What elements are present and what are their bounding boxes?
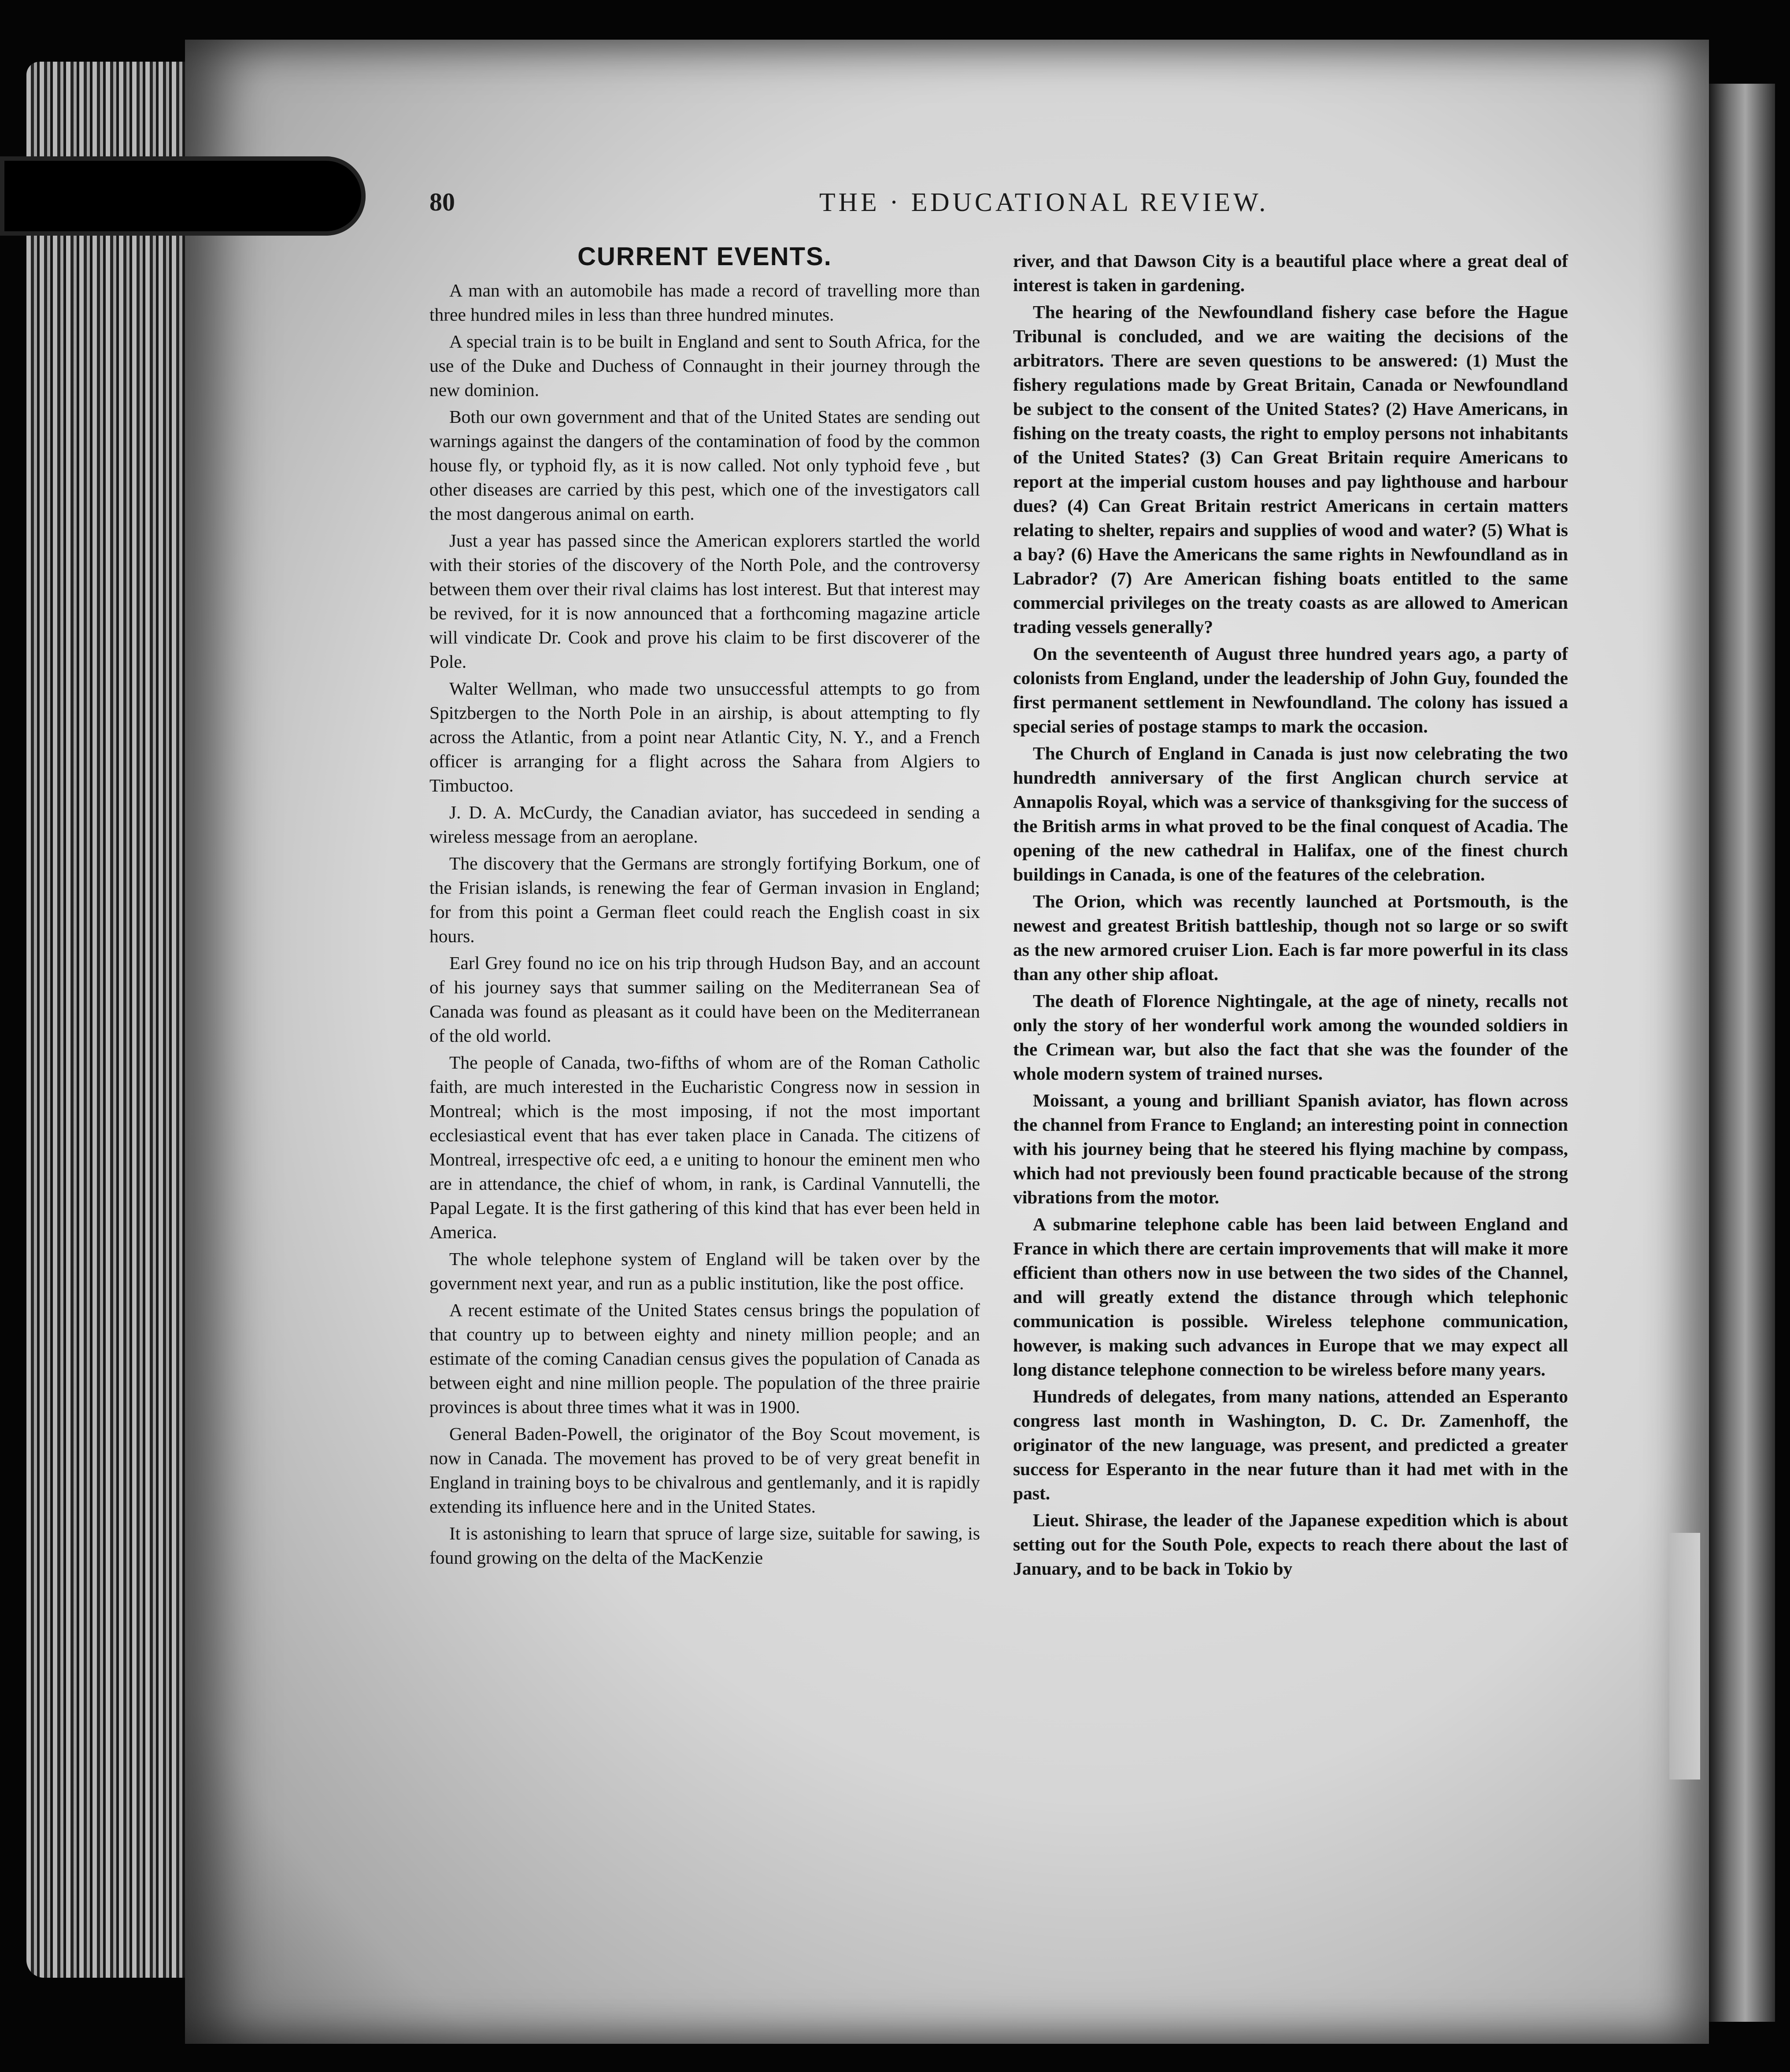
paragraph: General Baden-Powell, the originator of the Boy Scout movement, is now in Canada. The movement has proved to be of very great benefit in England in training boys to be chivalrous and gentlemanly, and it is rapidly extending its influence here and in the United States. bbox=[429, 1424, 980, 1517]
paragraph: A special train is to be built in England and sent to South Africa, for the use of the Duke and Duchess of Connaught in their journey through the new dominion. bbox=[429, 331, 980, 400]
paragraph: A man with an automobile has made a record of travelling more than three hundred miles in less than three hundred minutes. bbox=[429, 280, 980, 325]
paragraph: Both our own government and that of the United States are sending out warnings against the dangers of the contamination of food by the common house fly, or typhoid fly, as it is now called. Not only typhoid feve , but other diseases are carried by this pest, which one of the investigators call the most dangerous animal on earth. bbox=[429, 407, 980, 524]
facing-page-edge bbox=[1709, 84, 1775, 2022]
paragraph: The discovery that the Germans are strongly fortifying Borkum, one of the Frisian islands, is renewing the fear of German invasion in England; for from this point a German fleet could reach the English coast in six hours. bbox=[429, 853, 980, 946]
paragraph: Just a year has passed since the American explorers startled the world with their stories of the discovery of the North Pole, and the controversy between them over their rival claims has lost interest. But that interest may be revived, for it is now announced that a forthcoming magazine article will vindicate Dr. Cook and prove his claim to be first discoverer of the Pole. bbox=[429, 530, 980, 672]
paragraph: The Church of England in Canada is just now celebrating the two hundredth anniversary of the first Anglican church service at Annapolis Royal, which was a service of thanksgiving for the success of the British arms in what proved to be the final conquest of Acadia. The opening of the new cathedral in Halifax, one of the finest church buildings in Canada, is one of the features of the celebration. bbox=[1013, 743, 1568, 884]
paragraph: Lieut. Shirase, the leader of the Japanese expedition which is about setting out for the South Pole, expects to reach there about the last of January, and to be back in Tokio by bbox=[1013, 1510, 1568, 1579]
running-header bbox=[429, 187, 1566, 227]
paragraph: Hundreds of delegates, from many nations, attended an Esperanto congress last month in Washington, D. C. Dr. Zamenhoff, the originator of the new language, was present, and predicted a greater success for Esperanto in the near future than it had met with in the past. bbox=[1013, 1386, 1568, 1503]
paragraph: The whole telephone system of England will be taken over by the government next year, and run as a public institution, like the post office. bbox=[429, 1249, 980, 1293]
paragraph: Earl Grey found no ice on his trip through Hudson Bay, and an account of his journey says that summer sailing on the Mediterranean Sea of Canada was found as pleasant as it could have been on the Mediterranean of the old world. bbox=[429, 953, 980, 1046]
right-column bbox=[1013, 249, 1568, 1584]
left-column bbox=[429, 244, 980, 1572]
paragraph-continuation: river, and that Dawson City is a beautiful place where a great deal of interest is taken in gardening. bbox=[1013, 251, 1568, 295]
paragraph: Moissant, a young and brilliant Spanish aviator, has flown across the channel from France to England; an interesting point in connection with his journey being that he steered his flying machine by compass, which had not previously been found practicable because of the strong vibrations from the motor. bbox=[1013, 1090, 1568, 1207]
paragraph: The people of Canada, two-fifths of whom are of the Roman Catholic faith, are much interested in the Eucharistic Congress now in session in Montreal; which is the most imposing, if not the most important ecclesiastical event that has ever taken place in Canada. The citizens of Montreal, irrespective ofc eed, a e uniting to honour the eminent men who are in attendance, the chief of whom, in rank, is Cardinal Vannutelli, the Papal Legate. It is the first gathering of this kind that has ever been held in America. bbox=[429, 1052, 980, 1242]
paragraph: A submarine telephone cable has been laid between England and France in which there are certain improvements that will make it more efficient than others now in use between the two sides of the Channel, and will greatly extend the distance through which telephonic communication is possible. Wireless telephone communication, however, is making such advances in Europe that we may expect all long distance telephone connection to be wireless before many years. bbox=[1013, 1214, 1568, 1380]
journal-title: THE · EDUCATIONAL REVIEW. bbox=[819, 188, 1269, 217]
paragraph: The Orion, which was recently launched at Portsmouth, is the newest and greatest British battleship, though not so large or so swift as the new armored cruiser Lion. Each is far more powerful in its class than any other ship afloat. bbox=[1013, 891, 1568, 984]
paragraph: J. D. A. McCurdy, the Canadian aviator, has succedeed in sending a wireless message from an aeroplane. bbox=[429, 802, 980, 847]
page-number: 80 bbox=[429, 188, 455, 216]
paragraph: It is astonishing to learn that spruce of large size, suitable for sawing, is found growing on the delta of the MacKenzie bbox=[429, 1523, 980, 1568]
paragraph: The hearing of the Newfoundland fishery case before the Hague Tribunal is concluded, and we are waiting the decisions of the arbitrators. There are seven questions to be answered: (1) Must the fishery regulations made by Great Britain, Canada or Newfoundland be subject to the consent of the United States? (2) Have Americans, in fishing on the treaty coasts, the right to employ persons not inhabitants of the United States? (3) Can Great Britain require Americans to report at the imperial custom houses and pay lighthouse and harbour dues? (4) Can Great Britain restrict Americans in certain matters relating to shelter, repairs and supplies of wood and water? (5) What is a bay? (6) Have the Americans the same rights in Newfoundland as in Labrador? (7) Are American fishing boats entitled to the same commercial privileges on the treaty coasts as are allowed to American trading vessels generally? bbox=[1013, 302, 1568, 637]
paper-tear bbox=[1669, 1533, 1700, 1780]
paragraph: On the seventeenth of August three hundred years ago, a party of colonists from England, under the leadership of John Guy, founded the first permanent settlement in Newfoundland. The colony has issued a special series of postage stamps to mark the occasion. bbox=[1013, 644, 1568, 736]
paragraph: A recent estimate of the United States census brings the population of that country up to between eighty and ninety million people; and an estimate of the coming Canadian census gives the population of Canada as between eight and nine million people. The population of the three prairie provinces is about three times what it was in 1900. bbox=[429, 1300, 980, 1417]
bookmark-clip bbox=[0, 156, 366, 236]
paragraph: Walter Wellman, who made two unsuccessful attempts to go from Spitzbergen to the North Pole in an airship, is about attempting to fly across the Atlantic, from a point near Atlantic City, N. Y., and a French officer is arranging for a flight across the Sahara from Algiers to Timbuctoo. bbox=[429, 678, 980, 796]
book-page-edges bbox=[26, 62, 211, 1978]
section-title: CURRENT EVENTS. bbox=[577, 242, 832, 271]
paragraph: The death of Florence Nightingale, at the age of ninety, recalls not only the story of her wonderful work among the wounded soldiers in the Crimean war, but also the fact that she was the founder of the whole modern system of trained nurses. bbox=[1013, 991, 1568, 1084]
